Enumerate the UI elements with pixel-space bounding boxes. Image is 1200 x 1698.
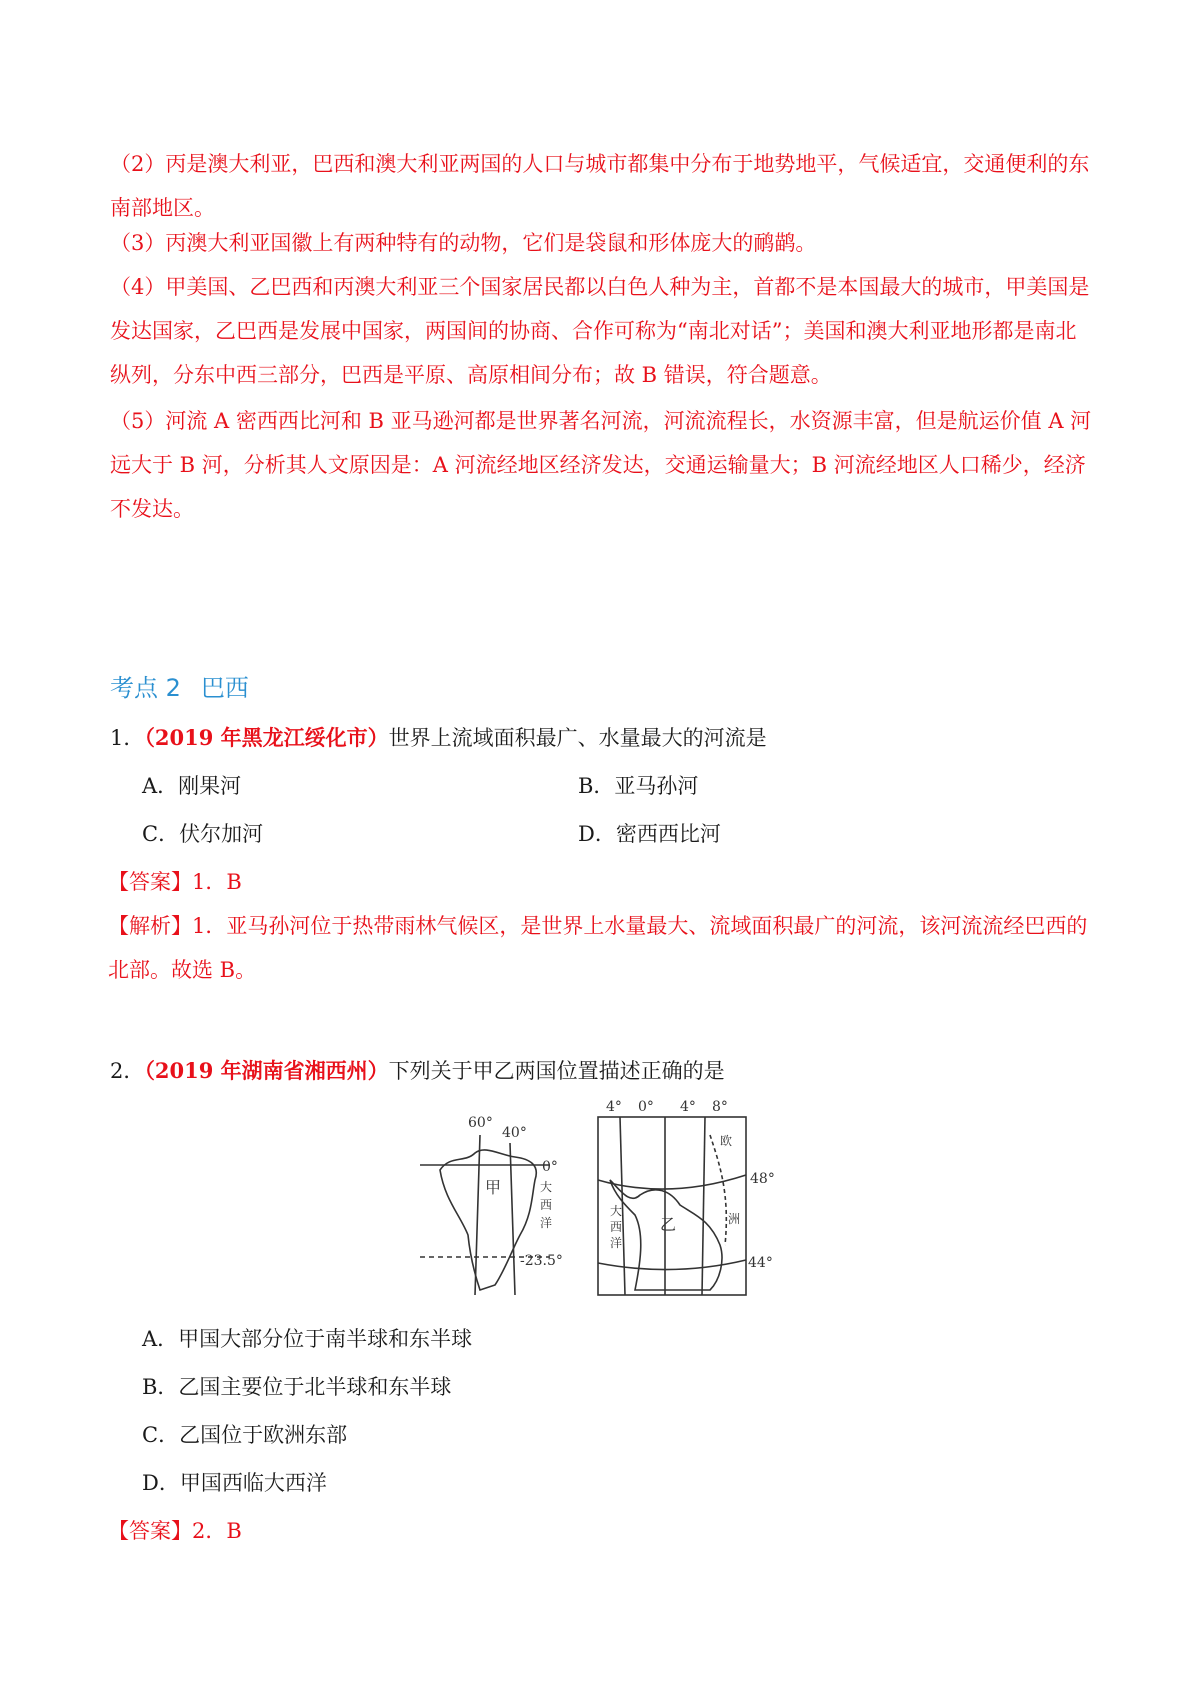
meridian-40 <box>510 1143 515 1295</box>
map-left <box>420 1135 553 1295</box>
map-right-ocean-1: 大 <box>610 1204 623 1218</box>
q1-answer-tag: 【答案】 <box>108 870 192 894</box>
parallel-48 <box>598 1175 746 1189</box>
map-right-europe-1: 欧 <box>720 1134 733 1148</box>
q1-stem: 世界上流域面积最广、水量最大的河流是 <box>388 726 767 750</box>
country-outline <box>610 1180 722 1290</box>
q1-source: （2019 年黑龙江绥化市） <box>144 725 389 750</box>
q2-option-c[interactable]: C．乙国位于欧洲东部 <box>142 1423 348 1447</box>
map-left-lon-40: 40° <box>502 1125 527 1141</box>
parallel-44 <box>598 1260 746 1269</box>
map-right-europe-2: 洲 <box>728 1212 741 1226</box>
q2-option-a[interactable]: A．甲国大部分位于南半球和东半球 <box>142 1327 473 1351</box>
q1-option-b[interactable]: B．亚马孙河 <box>578 774 699 798</box>
q2-number: 2． <box>110 1059 145 1083</box>
map-left-ocean-3: 洋 <box>540 1216 553 1230</box>
map-figure <box>420 1095 790 1300</box>
question-1 <box>110 722 767 752</box>
q1-answer <box>108 866 242 896</box>
map-left-ocean-2: 西 <box>540 1198 553 1212</box>
map-right-ocean-3: 洋 <box>610 1236 623 1250</box>
q1-number: 1． <box>110 726 145 750</box>
q2-answer-value: 2．B <box>192 1519 242 1543</box>
map-right-lon-2: 0° <box>638 1099 654 1115</box>
map-right-ocean-2: 西 <box>610 1220 623 1234</box>
map-left-lat-235: -23.5° <box>520 1253 563 1269</box>
explanation-5: （5）河流 A 密西西比河和 B 亚马逊河都是世界著名河流，河流流程长，水资源丰富，但是航运价值 A 河远大于 B 河，分析其人文原因是：A 河流经地区经济发达，交通运输量大；B 河流经地区人口稀少，经济不发达。 <box>110 409 1092 521</box>
map-right-lon-4: 8° <box>712 1099 728 1115</box>
q2-option-b[interactable]: B．乙国主要位于北半球和东半球 <box>142 1375 452 1399</box>
q1-answer-value: 1．B <box>192 870 242 894</box>
q1-analysis <box>108 904 1093 992</box>
explanation-4: （4）甲美国、乙巴西和丙澳大利亚三个国家居民都以白色人种为主，首都不是本国最大的城市，甲美国是发达国家，乙巴西是发展中国家，两国间的协商、合作可称为“南北对话”；美国和澳大利亚地形都是南北纵列，分东中西三部分，巴西是平原、高原相间分布；故 B 错误，符合题意。 <box>110 275 1090 387</box>
section-title <box>110 668 249 703</box>
map-right-country: 乙 <box>660 1215 677 1234</box>
map-right-lat-48: 48° <box>750 1171 775 1187</box>
q2-answer <box>108 1515 242 1545</box>
map-right-lat-44: 44° <box>748 1255 773 1271</box>
q1-option-a[interactable]: A．刚果河 <box>142 774 242 798</box>
q1-analysis-tag: 【解析】 <box>108 914 192 938</box>
map-left-lat-0: 0° <box>542 1159 558 1175</box>
border-dashed <box>710 1135 726 1245</box>
explanation-3: （3）丙澳大利亚国徽上有两种特有的动物，它们是袋鼠和形体庞大的鸸鹋。 <box>110 231 817 255</box>
q1-option-c[interactable]: C．伏尔加河 <box>142 822 264 846</box>
q1-analysis-text: 1．亚马孙河位于热带雨林气候区，是世界上水量最大、流域面积最广的河流，该河流流经巴西的北部。故选 B。 <box>108 914 1088 982</box>
section-name: 巴西 <box>200 674 249 702</box>
explanation-2: （2）丙是澳大利亚，巴西和澳大利亚两国的人口与城市都集中分布于地势地平，气候适宜，交通便利的东南部地区。 <box>110 152 1090 220</box>
map-left-country: 甲 <box>485 1178 502 1197</box>
map-left-ocean-1: 大 <box>540 1180 553 1194</box>
q1-option-d[interactable]: D．密西西比河 <box>578 822 721 846</box>
map-right-lon-1: 4° <box>606 1099 622 1115</box>
meridian-60 <box>475 1135 480 1295</box>
q2-answer-tag: 【答案】 <box>108 1519 192 1543</box>
q2-stem: 下列关于甲乙两国位置描述正确的是 <box>388 1059 725 1083</box>
section-label: 考点 2 <box>110 674 181 702</box>
question-2 <box>110 1055 725 1085</box>
q2-source: （2019 年湖南省湘西州） <box>144 1058 389 1083</box>
map-right-lon-3: 4° <box>680 1099 696 1115</box>
map-left-lon-60: 60° <box>468 1115 493 1131</box>
q2-option-d[interactable]: D．甲国西临大西洋 <box>142 1471 327 1495</box>
